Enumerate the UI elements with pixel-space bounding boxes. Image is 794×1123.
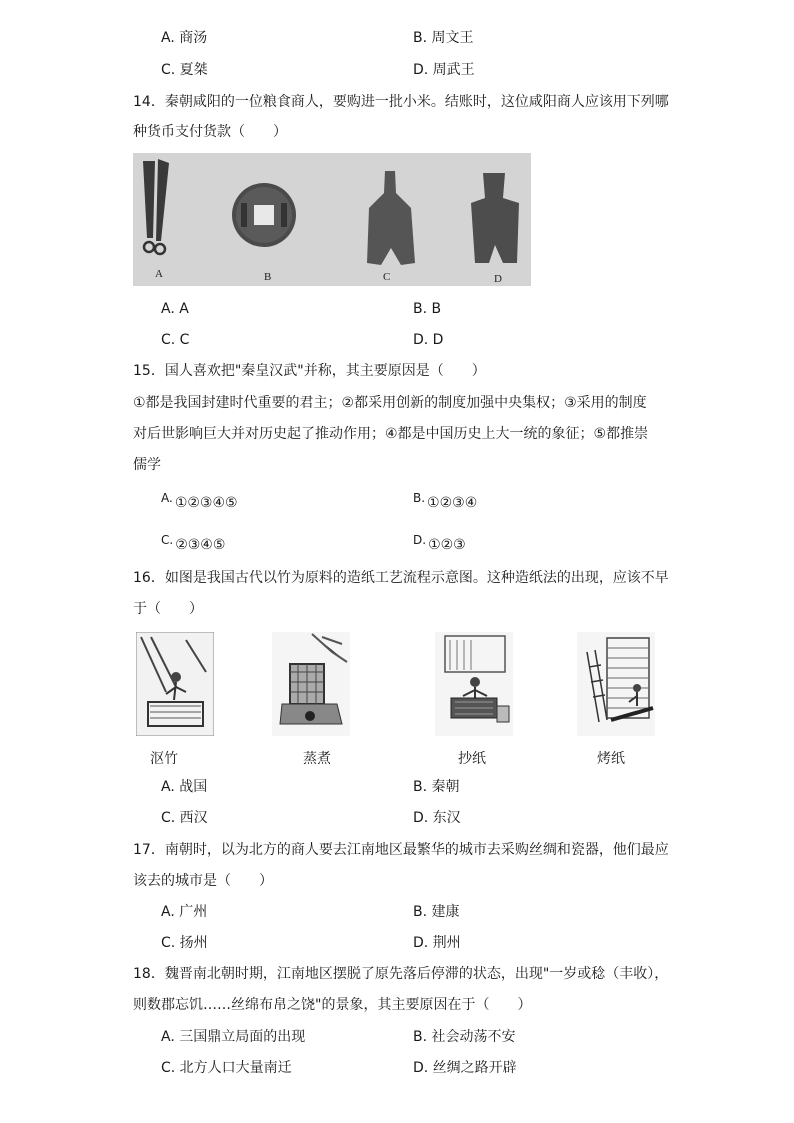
- q16-option-b[interactable]: B. 秦朝: [413, 779, 460, 795]
- q15-option-a-letter: A.: [161, 491, 173, 505]
- q16-option-d[interactable]: D. 东汉: [413, 810, 461, 826]
- q14-stem-line2: 种货币支付货款（ ）: [133, 124, 287, 140]
- papermaking-step3-image: [435, 632, 513, 736]
- q14-stem-line1: 14．秦朝咸阳的一位粮食商人，要购进一批小米。结账时，这位咸阳商人应该用下列哪: [133, 94, 669, 110]
- coin-label-b: B: [264, 271, 272, 283]
- coin-label-c: C: [383, 271, 391, 283]
- round-coin-icon: [232, 183, 296, 247]
- q17-option-d[interactable]: D. 荆州: [413, 935, 461, 951]
- coin-label-a: A: [155, 268, 163, 280]
- q16-option-c[interactable]: C. 西汉: [161, 810, 208, 826]
- q18-option-a[interactable]: A. 三国鼎立局面的出现: [161, 1029, 306, 1045]
- q14-option-d[interactable]: D. D: [413, 332, 444, 348]
- q14-option-b[interactable]: B. B: [413, 301, 442, 317]
- caption-dry-paper: 烤纸: [597, 751, 625, 767]
- q17-stem-line2: 该去的城市是（ ）: [133, 873, 273, 889]
- q15-stem-line3: 对后世影响巨大并对历史起了推动作用；④都是中国历史上大一统的象征；⑤都推崇: [133, 426, 649, 442]
- caption-scoop-paper: 抄纸: [458, 751, 486, 767]
- papermaking-step1-image: [136, 632, 214, 736]
- q15-option-c-letter: C.: [161, 533, 174, 547]
- caption-steam-boil: 蒸煮: [303, 751, 331, 767]
- coins-illustration: [133, 153, 531, 286]
- q15-stem-line2: ①都是我国封建时代重要的君主；②都采用创新的制度加强中央集权；③采用的制度: [133, 395, 647, 411]
- q16-option-a[interactable]: A. 战国: [161, 779, 208, 795]
- q13-option-a[interactable]: A. 商汤: [161, 30, 208, 46]
- q15-stem-line1: 15．国人喜欢把"秦皇汉武"并称，其主要原因是（ ）: [133, 363, 486, 379]
- q18-option-c[interactable]: C. 北方人口大量南迁: [161, 1060, 292, 1076]
- q15-option-d[interactable]: [413, 535, 466, 555]
- q17-option-c[interactable]: C. 扬州: [161, 935, 208, 951]
- q16-stem-line1: 16．如图是我国古代以竹为原料的造纸工艺流程示意图。这种造纸法的出现，应该不早: [133, 570, 669, 586]
- q17-stem-line1: 17．南朝时，以为北方的商人要去江南地区最繁华的城市去采购丝绸和瓷器，他们最应: [133, 842, 669, 858]
- ancient-coins-image: [133, 153, 531, 286]
- q14-option-c[interactable]: C. C: [161, 332, 190, 348]
- papermaking-step4-image: [577, 632, 655, 736]
- q13-option-d[interactable]: D. 周武王: [413, 62, 475, 78]
- q13-option-b[interactable]: B. 周文王: [413, 30, 474, 46]
- q18-option-d[interactable]: D. 丝绸之路开辟: [413, 1060, 517, 1076]
- q17-option-a[interactable]: A. 广州: [161, 904, 208, 920]
- q18-stem-line1: 18．魏晋南北朝时期，江南地区摆脱了原先落后停滞的状态，出现"一岁或稔（丰收），: [133, 966, 669, 982]
- q15-option-b-letter: B.: [413, 491, 426, 505]
- q15-option-d-letter: D.: [413, 533, 427, 547]
- q15-stem-line4: 儒学: [133, 457, 161, 473]
- q15-option-b-text: ①②③④: [427, 495, 478, 511]
- q13-option-c[interactable]: C. 夏桀: [161, 62, 208, 78]
- q15-option-c[interactable]: [161, 535, 225, 555]
- q14-option-a[interactable]: A. A: [161, 301, 189, 317]
- q18-stem-line2: 则数郡忘饥……丝绵布帛之饶"的景象，其主要原因在于（ ）: [133, 997, 532, 1013]
- caption-soak-bamboo: 沤竹: [150, 751, 178, 767]
- q15-option-c-text: ②③④⑤: [175, 537, 226, 553]
- q15-option-b[interactable]: [413, 493, 477, 513]
- coin-label-d: D: [494, 273, 502, 285]
- q15-option-d-text: ①②③: [428, 537, 466, 553]
- q18-option-b[interactable]: B. 社会动荡不安: [413, 1029, 516, 1045]
- q17-option-b[interactable]: B. 建康: [413, 904, 460, 920]
- q15-option-a[interactable]: [161, 493, 238, 513]
- q16-stem-line2: 于（ ）: [133, 601, 203, 617]
- q15-option-a-text: ①②③④⑤: [174, 495, 238, 511]
- papermaking-step2-image: [272, 632, 350, 736]
